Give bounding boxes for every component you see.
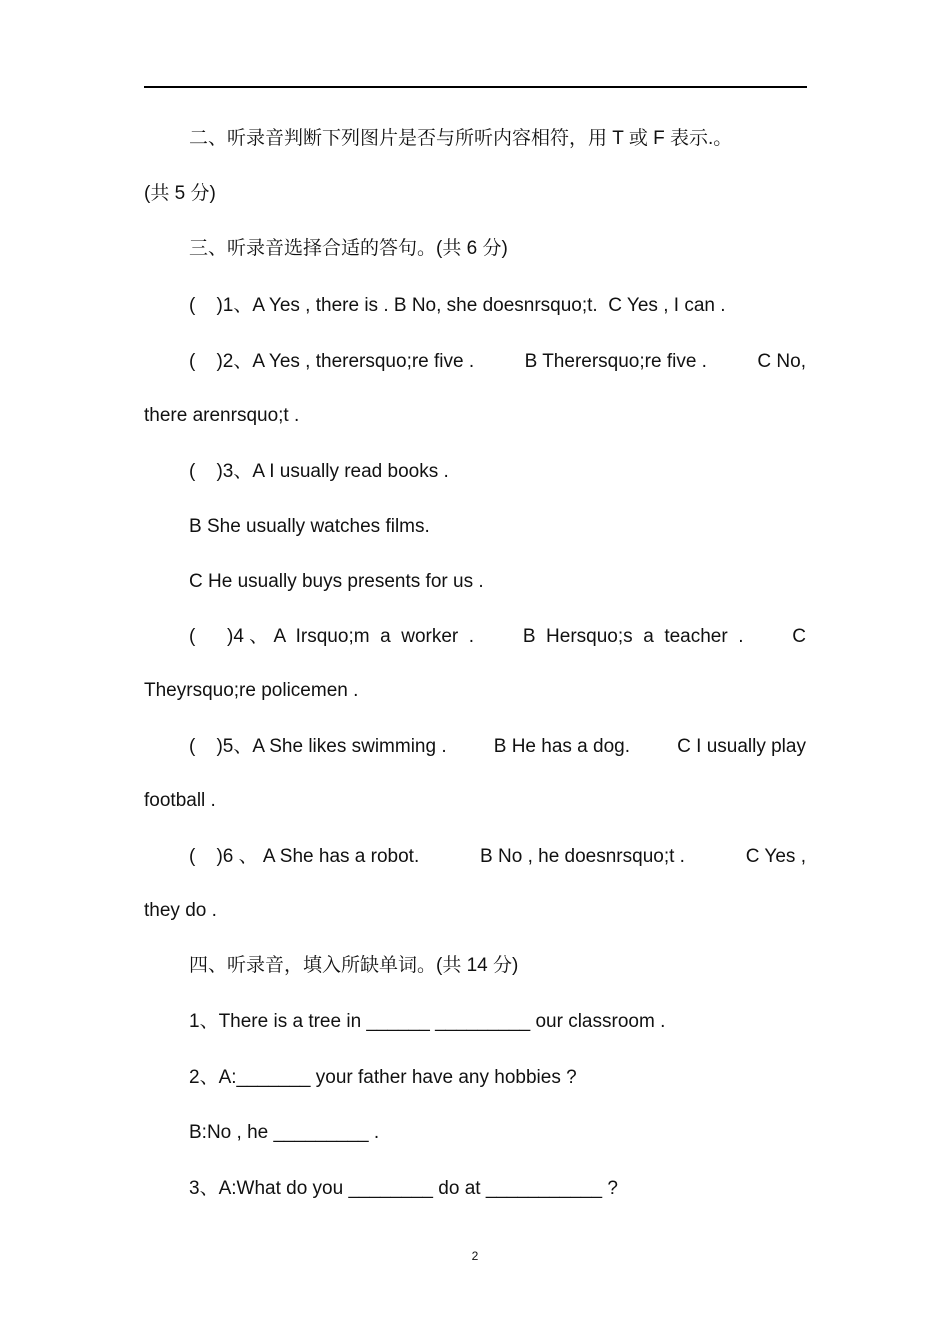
question-2-continuation: there arenrsquo;t . — [144, 405, 300, 426]
page-number: 2 — [471, 1249, 479, 1263]
question-3-option-a: ( )3、A I usually read books . — [189, 461, 449, 482]
section4-heading: 四、听录音，填入所缺单词。(共 14 分) — [189, 955, 519, 976]
section2-points: (共 5 分) — [144, 183, 216, 204]
question-4 — [189, 624, 806, 650]
fill-in-item-2b: B:No , he _________ . — [189, 1122, 380, 1143]
fill-in-item-2a: 2、A:_______ your father have any hobbies ? — [189, 1067, 577, 1088]
question-6 — [189, 844, 806, 870]
question-4-option-a: ( )4 、 A Irsquo;m a worker . — [189, 626, 475, 647]
question-5 — [189, 734, 806, 760]
question-6-option-c: C Yes , — [745, 846, 806, 867]
question-2-option-a: ( )2、A Yes , therersquo;re five . — [189, 351, 475, 372]
fill-in-item-1: 1、There is a tree in ______ _________ our classroom . — [189, 1011, 666, 1032]
question-6-option-a: ( )6 、 A She has a robot. — [189, 846, 420, 867]
question-2-option-c: C No, — [757, 351, 806, 372]
question-2-option-b: B Therersquo;re five . — [524, 351, 707, 372]
question-1: ( )1、A Yes , there is . B No, she doesnrsquo;t. C Yes , I can . — [189, 295, 726, 316]
fill-in-item-3: 3、A:What do you ________ do at ___________ ? — [189, 1178, 618, 1199]
header-rule — [144, 86, 807, 88]
question-5-continuation: football . — [144, 790, 216, 811]
question-4-continuation: Theyrsquo;re policemen . — [144, 680, 359, 701]
question-5-option-c: C I usually play — [677, 736, 806, 757]
question-6-option-b: B No , he doesnrsquo;t . — [480, 846, 685, 867]
question-5-option-a: ( )5、A She likes swimming . — [189, 736, 447, 757]
question-3-option-c: C He usually buys presents for us . — [189, 571, 484, 592]
question-4-option-b: B Hersquo;s a teacher . — [522, 626, 744, 647]
question-4-option-c: C — [792, 626, 806, 647]
question-3-option-b: B She usually watches films. — [189, 516, 430, 537]
question-5-option-b: B He has a dog. — [493, 736, 631, 757]
question-2 — [189, 349, 806, 375]
question-6-continuation: they do . — [144, 900, 217, 921]
section2-instruction: 二、听录音判断下列图片是否与所听内容相符，用 T 或 F 表示.。 — [189, 128, 733, 149]
section3-heading: 三、听录音选择合适的答句。(共 6 分) — [189, 238, 508, 259]
